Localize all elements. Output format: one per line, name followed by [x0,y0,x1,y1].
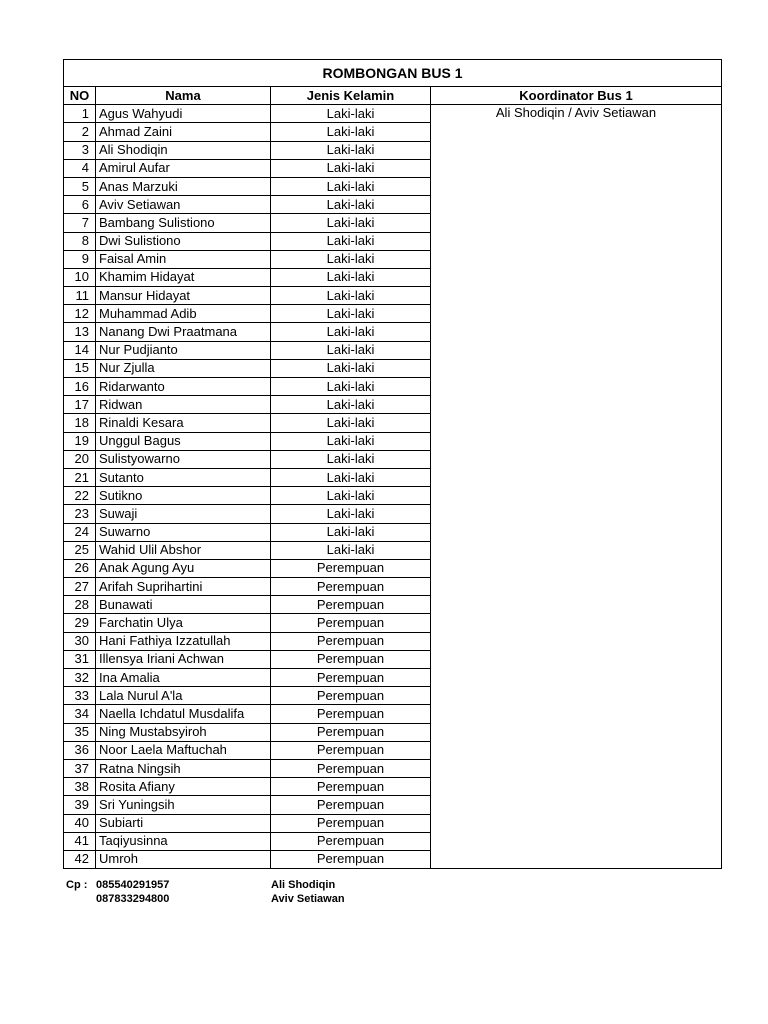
row-gender: Laki-laki [271,523,431,541]
row-gender: Perempuan [271,578,431,596]
table-row [64,105,722,123]
row-name: Wahid Ulil Abshor [96,541,271,559]
row-number: 42 [64,850,96,868]
row-number: 11 [64,287,96,305]
row-number: 34 [64,705,96,723]
row-name: Anak Agung Ayu [96,559,271,577]
row-gender: Laki-laki [271,450,431,468]
row-name: Nanang Dwi Praatmana [96,323,271,341]
row-gender: Laki-laki [271,378,431,396]
row-gender: Perempuan [271,687,431,705]
row-name: Khamim Hidayat [96,268,271,286]
row-name: Agus Wahyudi [96,105,271,123]
row-gender: Laki-laki [271,232,431,250]
row-name: Sutikno [96,487,271,505]
row-gender: Laki-laki [271,305,431,323]
row-name: Suwarno [96,523,271,541]
row-gender: Laki-laki [271,141,431,159]
row-number: 19 [64,432,96,450]
row-name: Anas Marzuki [96,177,271,195]
row-name: Sri Yuningsih [96,796,271,814]
row-name: Sulistyowarno [96,450,271,468]
row-name: Ning Mustabsyiroh [96,723,271,741]
row-name: Ratna Ningsih [96,759,271,777]
row-gender: Perempuan [271,614,431,632]
row-name: Nur Pudjianto [96,341,271,359]
row-name: Aviv Setiawan [96,196,271,214]
row-name: Taqiyusinna [96,832,271,850]
row-number: 36 [64,741,96,759]
row-gender: Laki-laki [271,123,431,141]
row-number: 6 [64,196,96,214]
row-gender: Perempuan [271,669,431,687]
title-row [64,60,722,87]
row-number: 12 [64,305,96,323]
row-name: Hani Fathiya Izzatullah [96,632,271,650]
row-number: 17 [64,396,96,414]
row-number: 4 [64,159,96,177]
row-gender: Perempuan [271,723,431,741]
row-number: 1 [64,105,96,123]
row-gender: Laki-laki [271,487,431,505]
row-name: Ahmad Zaini [96,123,271,141]
row-gender: Laki-laki [271,505,431,523]
row-gender: Laki-laki [271,341,431,359]
roster-body [64,105,722,869]
row-name: Lala Nurul A'la [96,687,271,705]
row-gender: Laki-laki [271,177,431,195]
row-name: Farchatin Ulya [96,614,271,632]
row-number: 32 [64,669,96,687]
row-gender: Laki-laki [271,468,431,486]
row-number: 18 [64,414,96,432]
row-number: 13 [64,323,96,341]
row-gender: Perempuan [271,741,431,759]
header-no: NO [64,87,96,105]
row-name: Noor Laela Maftuchah [96,741,271,759]
row-name: Ridwan [96,396,271,414]
row-number: 9 [64,250,96,268]
row-number: 3 [64,141,96,159]
row-number: 31 [64,650,96,668]
row-name: Nur Zjulla [96,359,271,377]
row-name: Unggul Bagus [96,432,271,450]
row-name: Dwi Sulistiono [96,232,271,250]
row-name: Suwaji [96,505,271,523]
row-gender: Laki-laki [271,432,431,450]
row-gender: Laki-laki [271,250,431,268]
row-gender: Laki-laki [271,359,431,377]
row-gender: Laki-laki [271,287,431,305]
row-number: 14 [64,341,96,359]
contact-footer [66,878,345,906]
row-gender: Perempuan [271,814,431,832]
row-gender: Perempuan [271,705,431,723]
contact-phone: 087833294800 [96,893,170,905]
row-gender: Laki-laki [271,268,431,286]
row-name: Faisal Amin [96,250,271,268]
row-name: Ina Amalia [96,669,271,687]
bus-roster-table [63,59,722,869]
row-number: 15 [64,359,96,377]
row-number: 40 [64,814,96,832]
row-number: 24 [64,523,96,541]
row-number: 26 [64,559,96,577]
contact-name: Aviv Setiawan [271,893,345,905]
row-name: Rinaldi Kesara [96,414,271,432]
row-name: Naella Ichdatul Musdalifa [96,705,271,723]
row-name: Sutanto [96,468,271,486]
row-number: 35 [64,723,96,741]
header-nama: Nama [96,87,271,105]
contact-row [66,878,345,892]
row-gender: Perempuan [271,796,431,814]
row-gender: Laki-laki [271,105,431,123]
row-gender: Perempuan [271,778,431,796]
row-number: 7 [64,214,96,232]
row-name: Bunawati [96,596,271,614]
row-number: 22 [64,487,96,505]
header-row [64,87,722,105]
row-name: Umroh [96,850,271,868]
row-name: Subiarti [96,814,271,832]
row-name: Mansur Hidayat [96,287,271,305]
row-gender: Laki-laki [271,196,431,214]
row-gender: Laki-laki [271,214,431,232]
row-gender: Perempuan [271,650,431,668]
row-gender: Laki-laki [271,323,431,341]
row-gender: Perempuan [271,850,431,868]
table-title: ROMBONGAN BUS 1 [64,60,722,87]
row-gender: Perempuan [271,596,431,614]
row-number: 21 [64,468,96,486]
row-number: 41 [64,832,96,850]
row-number: 25 [64,541,96,559]
koordinator-cell: Ali Shodiqin / Aviv Setiawan [431,105,722,869]
contact-name: Ali Shodiqin [271,879,336,891]
contact-row [66,892,345,906]
row-name: Muhammad Adib [96,305,271,323]
row-number: 16 [64,378,96,396]
row-number: 28 [64,596,96,614]
header-jenis-kelamin: Jenis Kelamin [271,87,431,105]
row-gender: Laki-laki [271,396,431,414]
row-number: 10 [64,268,96,286]
row-gender: Perempuan [271,632,431,650]
row-number: 39 [64,796,96,814]
row-name: Illensya Iriani Achwan [96,650,271,668]
row-number: 38 [64,778,96,796]
row-number: 37 [64,759,96,777]
row-gender: Perempuan [271,759,431,777]
contact-label: Cp : [66,879,88,891]
row-name: Arifah Suprihartini [96,578,271,596]
row-name: Amirul Aufar [96,159,271,177]
row-number: 27 [64,578,96,596]
row-number: 8 [64,232,96,250]
row-number: 33 [64,687,96,705]
row-gender: Perempuan [271,559,431,577]
row-gender: Laki-laki [271,159,431,177]
row-number: 30 [64,632,96,650]
row-gender: Laki-laki [271,541,431,559]
row-gender: Perempuan [271,832,431,850]
row-number: 29 [64,614,96,632]
row-number: 20 [64,450,96,468]
row-number: 5 [64,177,96,195]
row-gender: Laki-laki [271,414,431,432]
row-name: Ali Shodiqin [96,141,271,159]
contact-phone: 085540291957 [96,879,170,891]
row-name: Bambang Sulistiono [96,214,271,232]
row-name: Rosita Afiany [96,778,271,796]
row-name: Ridarwanto [96,378,271,396]
header-koordinator: Koordinator Bus 1 [431,87,722,105]
row-number: 2 [64,123,96,141]
row-number: 23 [64,505,96,523]
